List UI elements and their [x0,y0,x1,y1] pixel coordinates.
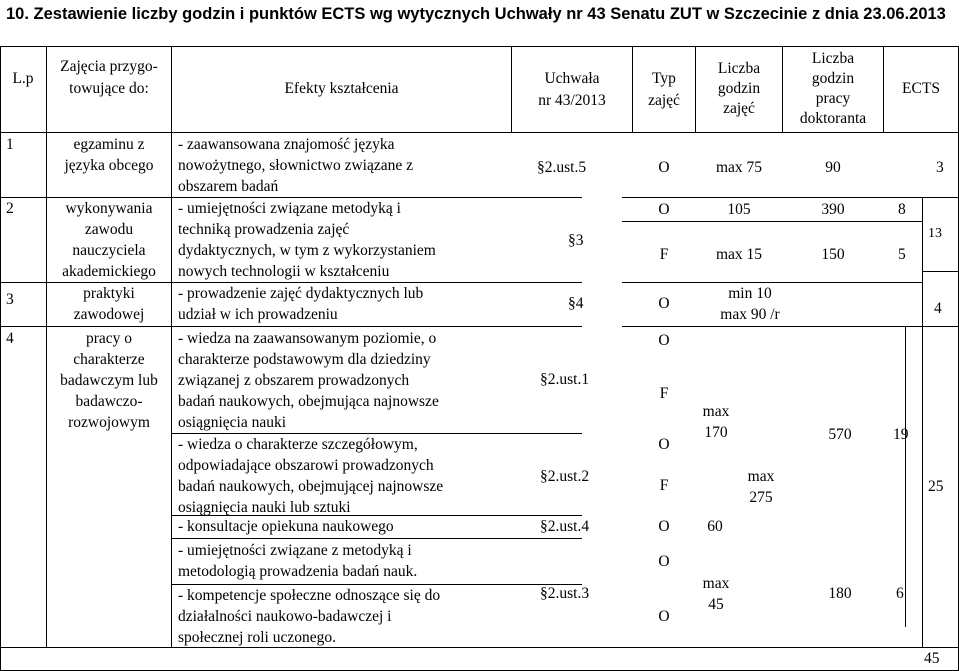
header-uchwala-2: nr 43/2013 [538,92,606,109]
zajecia-cell: badawczo- [75,393,143,410]
zajecia-cell: akademickiego [62,263,156,280]
zajecia-cell: nauczyciela [72,242,146,259]
efekt-text: - umiejętności związane metodyką i [178,200,401,217]
typ-cell: O [658,159,670,176]
efekt-text: charakterze podstawowym dla dziedziny [178,351,431,368]
header-praca-3: pracy [815,90,851,107]
uchwala-cell: §2.ust.1 [540,371,590,388]
praca-cell: min 10 [728,285,772,302]
ects-cell: 6 [896,585,904,602]
row-divider [622,197,959,198]
praca-cell: 90 [825,159,841,176]
header-efekty: Efekty kształcenia [284,80,399,97]
praca-cell: 390 [821,201,845,218]
typ-cell: O [658,332,670,349]
row-number: 4 [6,330,14,347]
zajecia-cell: pracy o [85,330,133,347]
zajecia-cell: wykonywania [65,200,153,217]
efekt-text: związanej z obszarem prowadzonych [178,372,410,389]
efekt-text: nowych technologii w kształceniu [178,263,390,280]
ects-cell: 3 [936,159,944,176]
header-praca-1: Liczba [811,50,855,67]
uchwala-cell: §3 [568,232,584,249]
row-divider [622,221,922,222]
header-ects: ECTS [902,80,940,97]
efekt-text: - kompetencje społeczne odnoszące się do [178,587,441,604]
godzin-cell: 105 [727,201,751,218]
row-divider [172,538,582,539]
typ-cell: O [658,295,670,312]
efekt-text: społecznej roli uczonego. [178,629,336,646]
uchwala-cell: §2.ust.5 [537,159,587,176]
header-typ-1: Typ [652,70,676,87]
zajecia-cell: zawodowej [73,306,145,323]
typ-cell: O [658,553,670,570]
header-praca-4: doktoranta [799,110,867,127]
header-praca-2: godzin [811,70,855,87]
efekt-text: badań naukowych, obejmującej najnowsze [178,478,444,495]
row-number: 3 [6,291,14,308]
row-divider [922,271,959,272]
zajecia-cell: zawodu [84,221,134,238]
ects-sum-cell: 13 [928,226,942,241]
efekt-text: techniką prowadzenia zajęć [178,221,350,238]
header-zajecia-1: Zajęcia przygo- [60,58,158,75]
header-godzin-2: godzin [717,80,761,97]
ects-cell: 5 [898,246,906,263]
header-typ-2: zajęć [648,92,680,109]
praca-cell: 570 [828,426,852,443]
col-divider [905,327,906,627]
typ-cell: F [659,385,669,402]
efekt-text: - umiejętności związane z metodyką i [178,542,412,559]
uchwala-cell: §4 [568,295,584,312]
efekt-text: dydaktycznych, w tym z wykorzystaniem [178,242,436,259]
uchwala-cell: §2.ust.2 [540,468,590,485]
row-divider [622,326,959,327]
efekt-text: odpowiadające obszarowi prowadzonych [178,457,434,474]
zajecia-cell: egzaminu z [73,136,145,153]
ects-cell: 19 [893,426,909,443]
efekt-text: - wiedza o charakterze szczegółowym, [178,436,418,453]
typ-cell: F [659,477,669,494]
efekt-text: - wiedza na zaawansowanym poziomie, o [178,330,437,347]
header-lp: L.p [12,70,34,87]
col-divider [632,46,633,132]
praca-cell: 150 [821,246,845,263]
table-border-top [0,46,959,47]
zajecia-cell: języka obcego [64,157,154,174]
uchwala-cell: §2.ust.4 [540,518,590,535]
zajecia-cell: charakterze [73,351,145,368]
ects-cell: 8 [898,201,906,218]
zajecia-cell: rozwojowym [68,414,150,431]
praca-cell: 180 [828,585,852,602]
col-divider [922,197,923,327]
col-divider [922,327,923,647]
row-divider [0,647,959,648]
godzin-cell: 275 [749,489,773,506]
header-uchwala-1: Uchwała [544,70,600,87]
row-divider [0,326,171,327]
typ-cell: F [659,246,669,263]
header-godzin-3: zajęć [723,100,755,117]
uchwala-cell: §2.ust.3 [540,585,590,602]
col-divider [511,46,512,132]
efekt-text: obszarem badań [178,178,279,195]
efekt-text: działalności naukowo-badawczej i [178,608,392,625]
godzin-cell: 170 [704,424,728,441]
col-divider [171,132,172,647]
ects-cell: 4 [934,300,942,317]
efekt-text: - prowadzenie zajęć dydaktycznych lub [178,285,424,302]
godzin-cell: max [747,468,775,485]
efekt-text: osiągnięcia nauki lub sztuki [178,499,351,516]
godzin-cell: max [702,575,730,592]
header-divider [0,132,959,133]
efekt-text: osiągnięcia nauki [178,414,287,431]
typ-cell: O [658,201,670,218]
efekt-text: udział w ich prowadzeniu [178,306,338,323]
table-border-left [0,46,1,671]
godzin-cell: max [702,403,730,420]
efekt-text: - zaawansowana znajomość języka [178,136,395,153]
total-ects: 45 [924,650,940,667]
ects-cell: 25 [928,478,944,495]
header-zajecia-2: towujące do: [69,80,149,97]
efekt-text: nowożytnego, słownictwo związane z [178,157,414,174]
row-divider [172,326,582,327]
praca-cell: max 90 /r [720,306,780,323]
zajecia-cell: badawczym lub [60,372,158,389]
efekt-text: metodologią prowadzenia badań nauk. [178,563,418,580]
godzin-cell: 60 [707,518,723,535]
row-number: 1 [6,136,14,153]
typ-cell: O [658,436,670,453]
godzin-cell: 45 [708,596,724,613]
efekt-text: badań naukowych, obejmująca najnowsze [178,393,439,410]
godzin-cell: max 75 [715,159,763,176]
page-title: 10. Zestawienie liczby godzin i punktów ECTS wg wytycznych Uchwały nr 43 Senatu ZUT w Szczecinie z dnia 23.06.2013 [6,5,946,23]
efekt-text: - konsultacje opiekuna naukowego [178,518,394,535]
typ-cell: O [658,608,670,625]
godzin-cell: max 15 [715,246,763,263]
zajecia-cell: praktyki [83,285,135,302]
hours-ects-table [0,46,959,671]
header-godzin-1: Liczba [717,60,761,77]
typ-cell: O [658,518,670,535]
row-number: 2 [6,200,14,217]
